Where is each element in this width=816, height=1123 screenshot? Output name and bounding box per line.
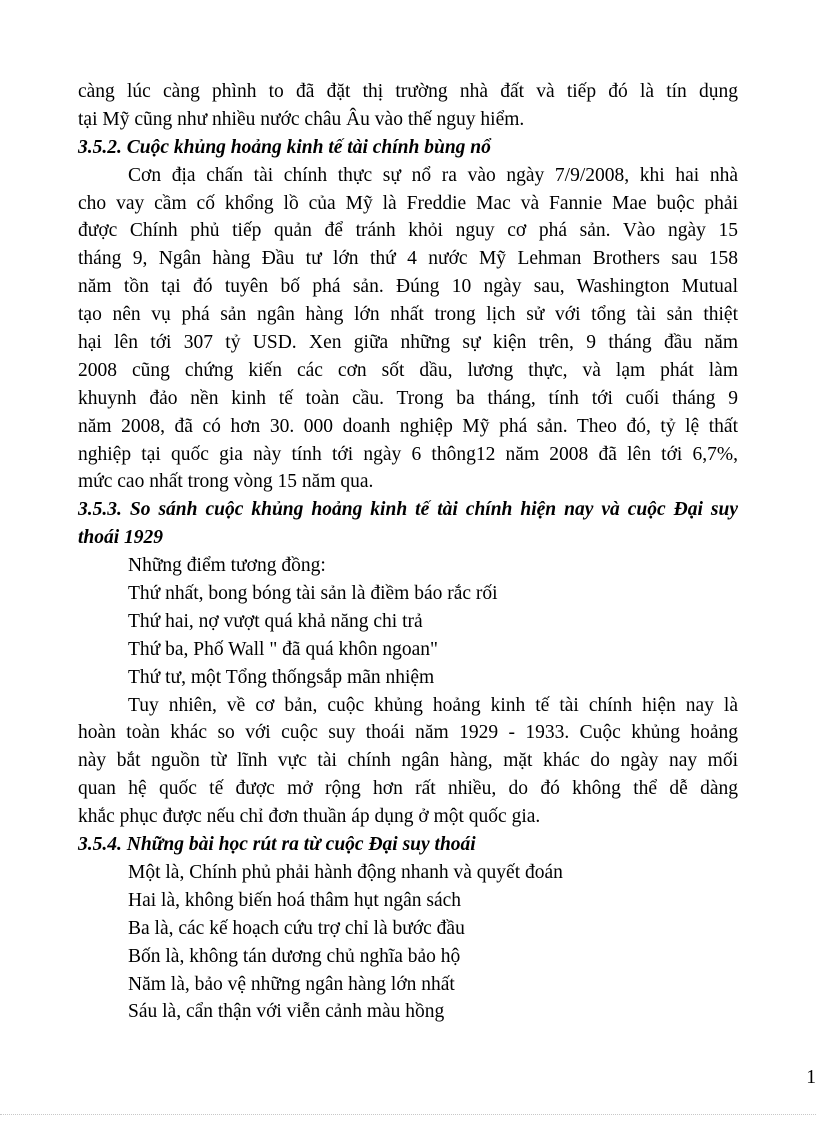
paragraph-line: Cơn địa chấn tài chính thực sự nổ ra vào ngày 7/9/2008, khi hai nhà [128, 164, 738, 186]
paragraph-line: này bắt nguồn từ lĩnh vực tài chính ngân hàng, mặt khác do ngày nay mối [78, 750, 738, 772]
list-item: Một là, Chính phủ phải hành động nhanh và quyết đoán [128, 861, 563, 883]
paragraph-line: càng lúc càng phình to đã đặt thị trường nhà đất và tiếp đó là tín dụng [78, 81, 738, 102]
section-heading: 3.5.4. Những bài học rút ra từ cuộc Đại suy thoái [78, 834, 476, 856]
section-heading-continued: thoái 1929 [78, 527, 164, 549]
paragraph-line: cho vay cầm cố khổng lồ của Mỹ là Freddie Mac và Fannie Mae buộc phải [78, 192, 738, 214]
section-heading: 3.5.3. So sánh cuộc khủng hoảng kinh tế tài chính hiện nay và cuộc Đại suy [78, 499, 738, 521]
list-item: Năm là, bảo vệ những ngân hàng lớn nhất [128, 973, 455, 995]
paragraph-line: được Chính phủ tiếp quản để tránh khỏi nguy cơ phá sản. Vào ngày 15 [78, 220, 738, 242]
paragraph-line: nghiệp tại quốc gia này tính tới ngày 6 thông12 năm 2008 đã lên tới 6,7%, [78, 443, 738, 465]
document-page [78, 78, 738, 1026]
section-heading: 3.5.2. Cuộc khủng hoảng kinh tế tài chính bùng nổ [78, 136, 491, 158]
list-item: Thứ nhất, bong bóng tài sản là điềm báo rắc rối [128, 583, 498, 605]
paragraph-line: tháng 9, Ngân hàng Đầu tư lớn thứ 4 nước Mỹ Lehman Brothers sau 158 [78, 248, 738, 270]
list-item: Ba là, các kế hoạch cứu trợ chỉ là bước đầu [128, 917, 465, 939]
paragraph-line: năm tồn tại đó tuyên bố phá sản. Đúng 10 ngày sau, Washington Mutual [78, 276, 738, 298]
list-item: Thứ ba, Phố Wall " đã quá khôn ngoan" [128, 638, 438, 660]
list-item: Thứ tư, một Tổng thốngsắp mãn nhiệm [128, 666, 435, 688]
list-item: Bốn là, không tán dương chủ nghĩa bảo hộ [128, 945, 461, 967]
page-bottom-divider [0, 1114, 816, 1115]
paragraph-line: khắc phục được nếu chỉ đơn thuần áp dụng ở một quốc gia. [78, 806, 541, 828]
paragraph-line: quan hệ quốc tế được mở rộng hơn rất nhiều, do đó không thể dễ dàng [78, 778, 738, 800]
paragraph-line: năm 2008, đã có hơn 30. 000 doanh nghiệp Mỹ phá sản. Theo đó, tỷ lệ thất [78, 415, 738, 437]
paragraph-line: hại lên tới 307 tỷ USD. Xen giữa những sự kiện trên, 9 tháng đầu năm [78, 332, 738, 354]
list-item: Hai là, không biến hoá thâm hụt ngân sách [128, 889, 462, 911]
paragraph-line: tại Mỹ cũng như nhiều nước châu Âu vào thế nguy hiểm. [78, 108, 525, 130]
paragraph-line: mức cao nhất trong vòng 15 năm qua. [78, 471, 374, 493]
paragraph-line: khuynh đảo nền kinh tế toàn cầu. Trong ba tháng, tính tới cuối tháng 9 [78, 387, 738, 409]
list-intro: Những điểm tương đồng: [128, 555, 326, 577]
list-item: Thứ hai, nợ vượt quá khả năng chi trả [128, 610, 423, 632]
paragraph-line: hoàn toàn khác so với cuộc suy thoái năm 1929 - 1933. Cuộc khủng hoảng [78, 722, 738, 744]
paragraph-line: tạo nên vụ phá sản ngân hàng lớn nhất trong lịch sử với tổng tài sản thiệt [78, 304, 738, 326]
paragraph-line: Tuy nhiên, về cơ bản, cuộc khủng hoảng kinh tế tài chính hiện nay là [128, 694, 738, 716]
list-item: Sáu là, cẩn thận với viễn cảnh màu hồng [128, 1001, 445, 1023]
page-number: 1 [806, 1067, 816, 1088]
paragraph-line: 2008 cũng chứng kiến các cơn sốt dầu, lương thực, và lạm phát làm [78, 359, 738, 381]
